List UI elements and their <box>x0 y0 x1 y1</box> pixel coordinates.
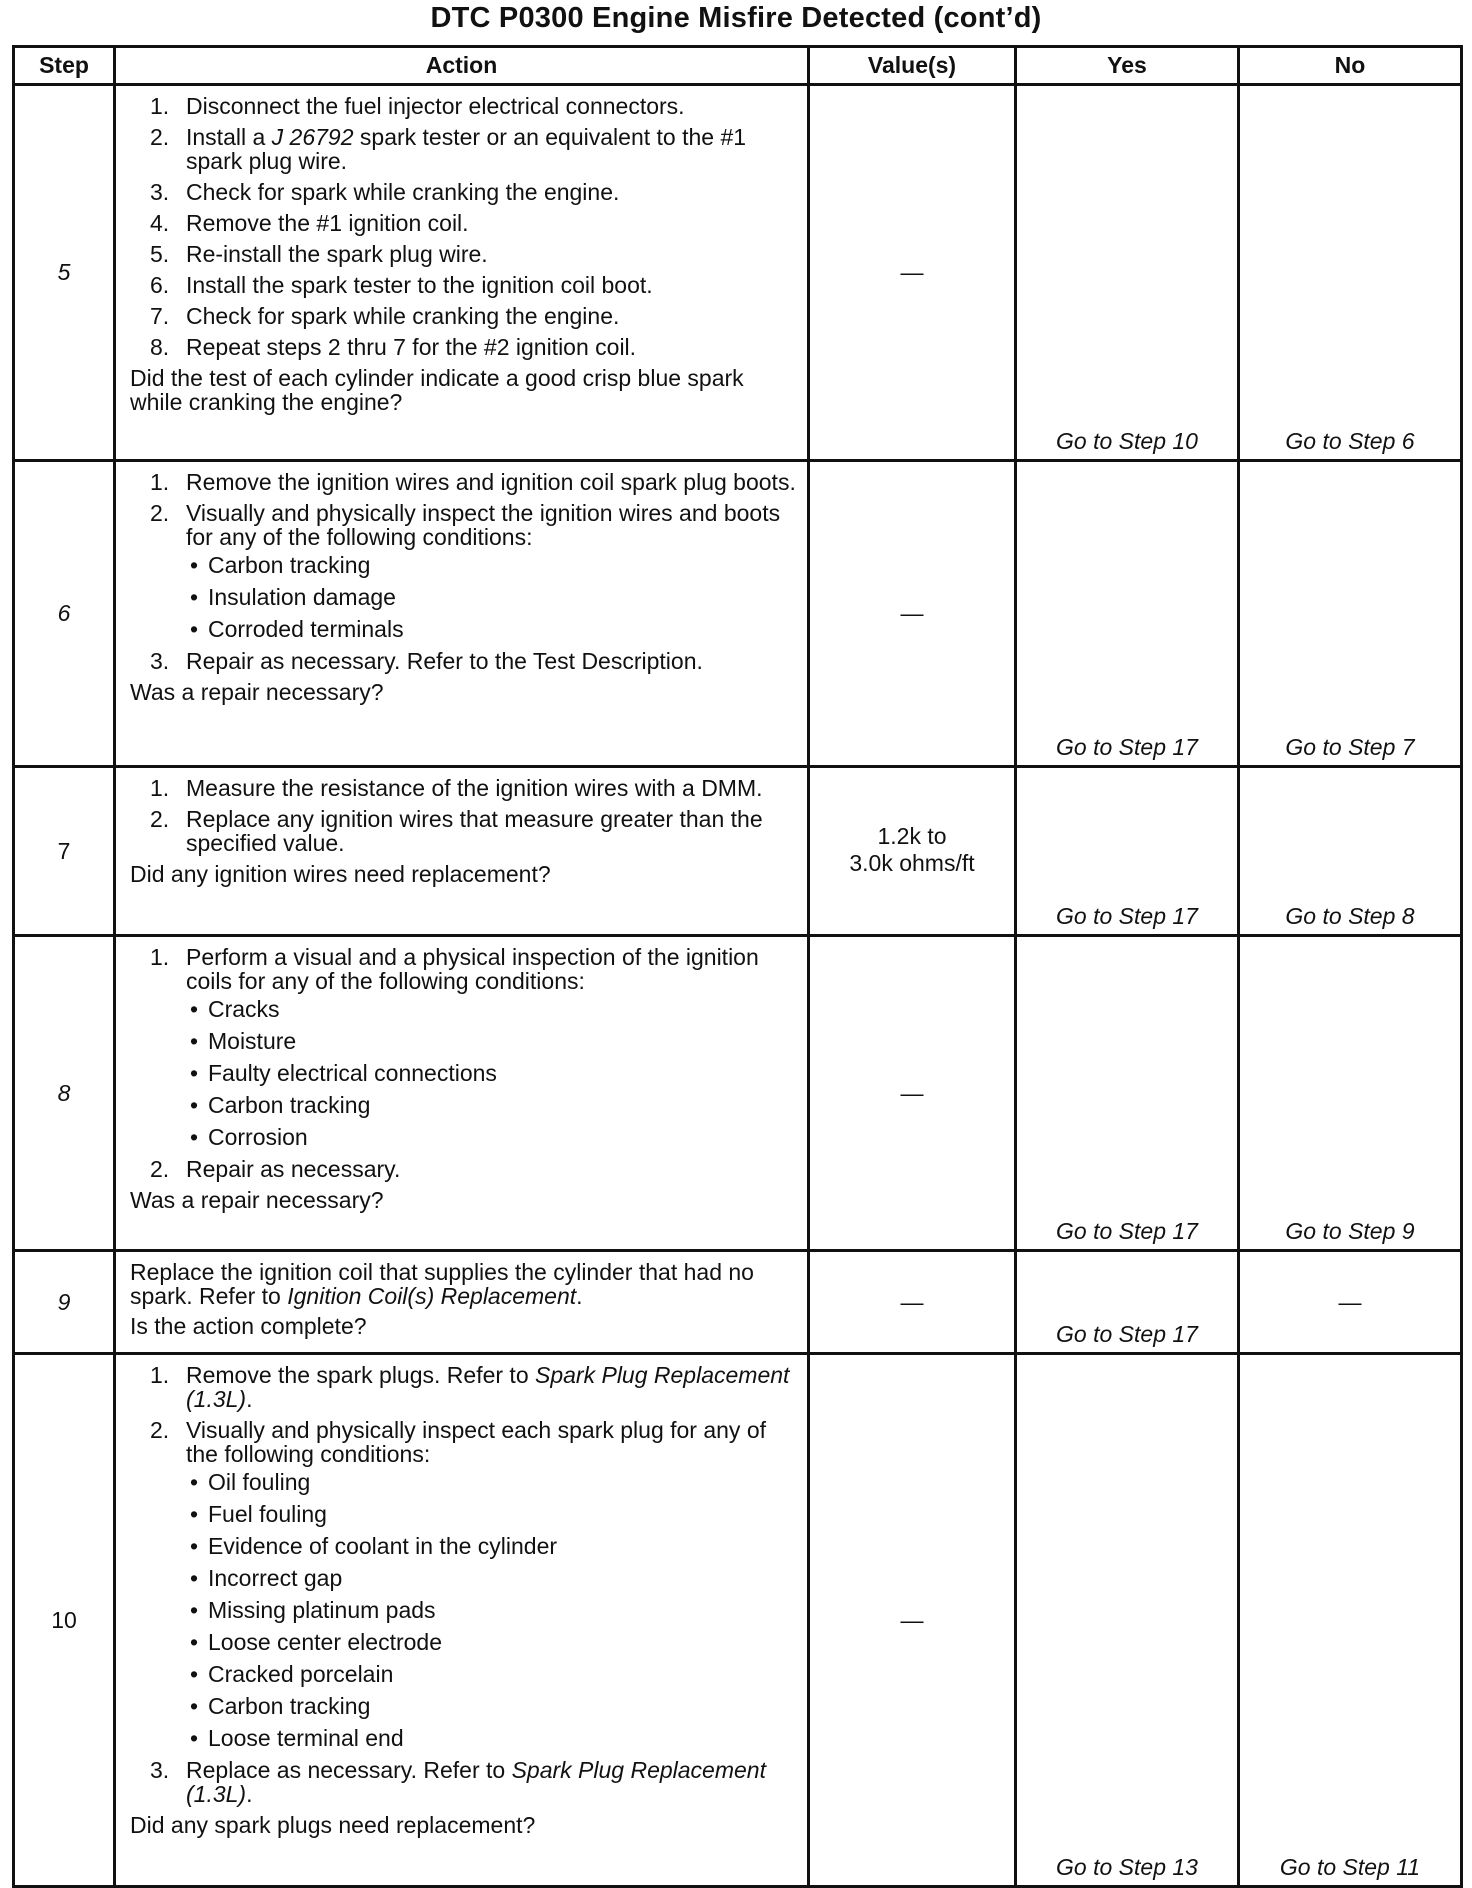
list-item: 2. Replace any ignition wires that measure greater than the specified value. <box>150 806 763 856</box>
list-item: 1. Remove the ignition wires and ignition coil spark plug boots. <box>150 469 796 495</box>
header-yes: Yes <box>1016 47 1239 85</box>
bullet-item: • Loose center electrode <box>186 1630 797 1654</box>
question: Was a repair necessary? <box>130 1187 384 1213</box>
bullet-item: • Moisture <box>186 1029 797 1053</box>
action-cell <box>115 936 809 1251</box>
bullet-item: • Corrosion <box>186 1125 797 1149</box>
no-link[interactable]: Go to Step 7 <box>1239 461 1462 767</box>
value-cell: — <box>809 936 1016 1251</box>
value-cell: — <box>809 1354 1016 1887</box>
question: Did the test of each cylinder indicate a good crisp blue spark while cranking the engine? <box>130 365 744 415</box>
question: Was a repair necessary? <box>130 679 384 705</box>
header-action: Action <box>115 47 809 85</box>
diagnostic-table <box>12 45 1463 1888</box>
bullet-item: • Incorrect gap <box>186 1566 797 1590</box>
action-cell <box>115 767 809 936</box>
yes-link[interactable]: Go to Step 17 <box>1016 767 1239 936</box>
action-cell <box>115 461 809 767</box>
table-row-step-9 <box>14 1251 1462 1354</box>
bullet-item: • Carbon tracking <box>186 553 797 577</box>
bullet-item: • Carbon tracking <box>186 1694 797 1718</box>
list-item: 1. Remove the spark plugs. Refer to Spark Plug Replacement (1.3L). <box>150 1362 790 1412</box>
step-number: 10 <box>14 1354 115 1887</box>
yes-link[interactable]: Go to Step 17 <box>1016 936 1239 1251</box>
list-item: 3. Repair as necessary. Refer to the Test Description. <box>150 648 703 674</box>
value-cell: — <box>809 1251 1016 1354</box>
bullet-item: • Insulation damage <box>186 585 797 609</box>
page-title: DTC P0300 Engine Misfire Detected (cont’d) <box>430 2 1042 34</box>
list-item: 1. Perform a visual and a physical inspection of the ignition coils for any of the following conditions: • Cracks • Moisture • Faulty electrical connections • Carbon tracking • Corrosion <box>130 945 797 1149</box>
action-cell <box>115 1251 809 1354</box>
list-item: 4. Remove the #1 ignition coil. <box>150 210 469 236</box>
paragraph: Replace the ignition coil that supplies the cylinder that had no spark. Refer to Ignition Coil(s) Replacement. <box>130 1259 754 1309</box>
tool-reference: J 26792 <box>271 124 354 150</box>
value-cell: — <box>809 461 1016 767</box>
list-item: 6. Install the spark tester to the ignition coil boot. <box>150 272 653 298</box>
procedure-reference: Spark Plug Replacement (1.3L) <box>186 1362 790 1412</box>
no-link[interactable]: Go to Step 9 <box>1239 936 1462 1251</box>
action-cell <box>115 1354 809 1887</box>
value-line: 3.0k ohms/ft <box>849 850 975 876</box>
list-item: 2. Install a J 26792 spark tester or an equivalent to the #1 spark plug wire. <box>150 124 747 174</box>
table-row-step-7 <box>14 767 1462 936</box>
bullet-item: • Missing platinum pads <box>186 1598 797 1622</box>
bullet-item: • Cracked porcelain <box>186 1662 797 1686</box>
header-step: Step <box>14 47 115 85</box>
bullet-item: • Cracks <box>186 997 797 1021</box>
list-item: 1. Measure the resistance of the ignition wires with a DMM. <box>150 775 763 801</box>
table-row-step-6 <box>14 461 1462 767</box>
list-item: 3. Check for spark while cranking the engine. <box>150 179 620 205</box>
yes-link[interactable]: Go to Step 10 <box>1016 85 1239 461</box>
no-link[interactable]: Go to Step 8 <box>1239 767 1462 936</box>
question: Is the action complete? <box>130 1313 367 1339</box>
step-number: 6 <box>14 461 115 767</box>
table-row-step-5 <box>14 85 1462 461</box>
step-number: 8 <box>14 936 115 1251</box>
list-item: 3. Replace as necessary. Refer to Spark Plug Replacement (1.3L). <box>150 1757 766 1807</box>
yes-link[interactable]: Go to Step 13 <box>1016 1354 1239 1887</box>
list-item: 5. Re-install the spark plug wire. <box>150 241 488 267</box>
no-link[interactable]: Go to Step 11 <box>1239 1354 1462 1887</box>
bullet-item: • Evidence of coolant in the cylinder <box>186 1534 797 1558</box>
no-link[interactable]: Go to Step 6 <box>1239 85 1462 461</box>
value-line: 1.2k to <box>877 823 947 849</box>
step-number: 5 <box>14 85 115 461</box>
yes-link[interactable]: Go to Step 17 <box>1016 461 1239 767</box>
procedure-reference: Ignition Coil(s) Replacement <box>287 1283 577 1309</box>
bullet-item: • Fuel fouling <box>186 1502 797 1526</box>
bullet-item: • Carbon tracking <box>186 1093 797 1117</box>
bullet-item: • Faulty electrical connections <box>186 1061 797 1085</box>
bullet-item: • Loose terminal end <box>186 1726 797 1750</box>
header-no: No <box>1239 47 1462 85</box>
list-item: 2. Repair as necessary. <box>150 1156 401 1182</box>
list-item: 8. Repeat steps 2 thru 7 for the #2 ignition coil. <box>150 334 637 360</box>
step-number: 7 <box>14 767 115 936</box>
no-link: — <box>1239 1251 1462 1354</box>
list-item: 7. Check for spark while cranking the engine. <box>150 303 620 329</box>
list-item: 2. Visually and physically inspect each spark plug for any of the following conditions: • Oil fouling • Fuel fouling • Evidence of coolant in the cylinder • Incorrect gap • Missing platinum pads • Loose center electrode • Cracked porcelain • Carbon tracking • Loose terminal end <box>130 1418 797 1750</box>
list-item: 1. Disconnect the fuel injector electrical connectors. <box>150 93 685 119</box>
table-row-step-10 <box>14 1354 1462 1887</box>
list-item: 2. Visually and physically inspect the ignition wires and boots for any of the following conditions: • Carbon tracking • Insulation damage • Corroded terminals <box>130 501 797 641</box>
bullet-item: • Oil fouling <box>186 1470 797 1494</box>
yes-link[interactable]: Go to Step 17 <box>1016 1251 1239 1354</box>
action-cell <box>115 85 809 461</box>
table-row-step-8 <box>14 936 1462 1251</box>
question: Did any spark plugs need replacement? <box>130 1812 536 1838</box>
value-cell: — <box>809 85 1016 461</box>
header-values: Value(s) <box>809 47 1016 85</box>
header-row <box>14 47 1462 85</box>
step-number: 9 <box>14 1251 115 1354</box>
procedure-reference: Spark Plug Replacement (1.3L) <box>186 1757 766 1807</box>
value-cell <box>809 767 1016 936</box>
bullet-item: • Corroded terminals <box>186 617 797 641</box>
question: Did any ignition wires need replacement? <box>130 861 551 887</box>
